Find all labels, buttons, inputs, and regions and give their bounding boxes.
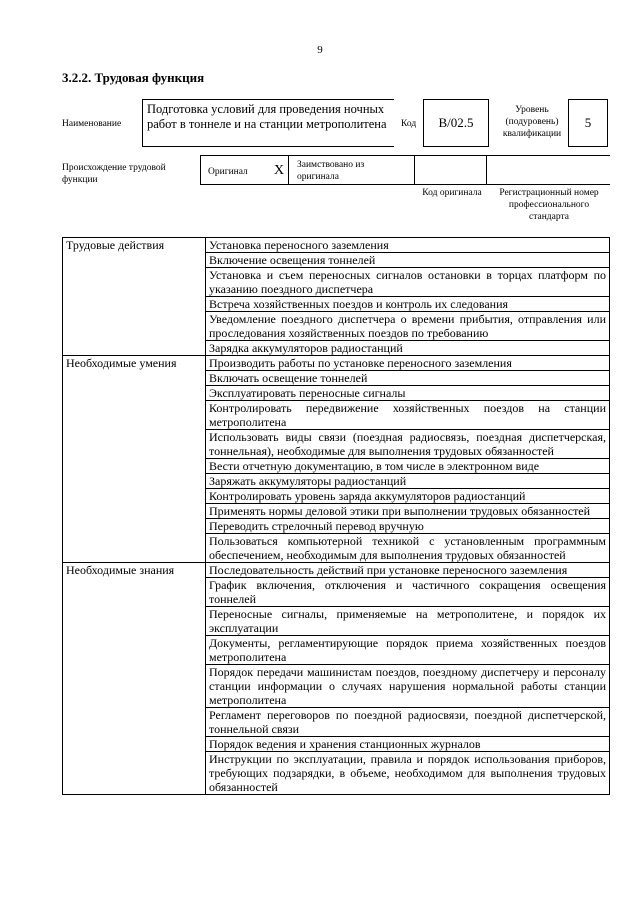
item-cell: Контролировать уровень заряда аккумуляторов радиостанций — [206, 489, 610, 504]
table-row — [63, 563, 610, 578]
original-code-caption: Код оригинала — [422, 188, 482, 198]
original-label: Оригинал — [208, 167, 248, 177]
item-cell: График включения, отключения и частичного сокращения освещения тоннелей — [206, 578, 610, 607]
item-cell: Регламент переговоров по поездной радиосвязи, поездной диспетчерской, тоннельной связи — [206, 708, 610, 737]
item-cell: Эксплуатировать переносные сигналы — [206, 386, 610, 401]
origin-cell-code — [415, 155, 487, 185]
table-row — [63, 356, 610, 371]
item-cell: Переносные сигналы, применяемые на метрополитене, и порядок их эксплуатации — [206, 607, 610, 636]
item-cell: Установка переносного заземления — [206, 238, 610, 253]
item-cell: Зарядка аккумуляторов радиостанций — [206, 341, 610, 356]
item-cell: Заряжать аккумуляторы радиостанций — [206, 474, 610, 489]
function-name-value: Подготовка условий для проведения ночных работ в тоннеле и на станции метрополитена — [142, 99, 394, 147]
qualification-level-label: Уровень (подуровень) квалификации — [502, 105, 562, 139]
qualification-level-value: 5 — [568, 99, 608, 147]
item-cell: Включение освещения тоннелей — [206, 253, 610, 268]
origin-cell-reg-number — [487, 155, 610, 185]
item-cell: Переводить стрелочный перевод вручную — [206, 519, 610, 534]
section-title: 3.2.2. Трудовая функция — [62, 70, 205, 85]
borrowed-label: Заимствовано из оригинала — [297, 160, 365, 182]
item-cell: Инструкции по эксплуатации, правила и порядок использования приборов, требующих подзарядки, в объеме, необходимом для выполнения трудовых обязанностей — [206, 752, 610, 795]
item-cell: Последовательность действий при установке переносного заземления — [206, 563, 610, 578]
table-row — [63, 238, 610, 253]
name-label: Наименование — [62, 119, 122, 129]
function-details-table — [62, 237, 610, 795]
original-mark: X — [274, 163, 285, 178]
item-cell: Установка и съем переносных сигналов остановки в торцах платформ по указанию поездного диспетчера — [206, 268, 610, 297]
item-cell: Производить работы по установке переносного заземления — [206, 356, 610, 371]
item-cell: Использовать виды связи (поездная радиосвязь, поездная диспетчерская, тоннельная), необходимые для выполнения трудовых обязанностей — [206, 430, 610, 459]
item-cell: Уведомление поездного диспетчера о времени прибытия, отправления или проследования хозяйственных поездов по требованию — [206, 312, 610, 341]
item-cell: Вести отчетную документацию, в том числе в электронном виде — [206, 459, 610, 474]
code-label: Код — [401, 119, 417, 129]
item-cell: Документы, регламентирующие порядок приема хозяйственных поездов метрополитена — [206, 636, 610, 665]
item-cell: Применять нормы деловой этики при выполнении трудовых обязанностей — [206, 504, 610, 519]
item-cell: Пользоваться компьютерной техникой с установленным программным обеспечением, необходимым для выполнения трудовых обязанностей — [206, 534, 610, 563]
category-cell: Необходимые умения — [63, 356, 206, 563]
origin-label: Происхождение трудовой функции — [62, 163, 166, 185]
category-cell: Необходимые знания — [63, 563, 206, 795]
item-cell: Порядок ведения и хранения станционных журналов — [206, 737, 610, 752]
page-number: 9 — [317, 44, 323, 56]
item-cell: Включать освещение тоннелей — [206, 371, 610, 386]
item-cell: Контролировать передвижение хозяйственных поездов на станции метрополитена — [206, 401, 610, 430]
code-value: B/02.5 — [423, 99, 489, 147]
item-cell: Встреча хозяйственных поездов и контроль их следования — [206, 297, 610, 312]
reg-number-caption: Регистрационный номер профессионального стандарта — [499, 188, 599, 222]
item-cell: Порядок передачи машинистам поездов, поездному диспетчеру и персоналу станции информации о случаях нарушения нормальной работы станции метрополитена — [206, 665, 610, 708]
category-cell: Трудовые действия — [63, 238, 206, 356]
